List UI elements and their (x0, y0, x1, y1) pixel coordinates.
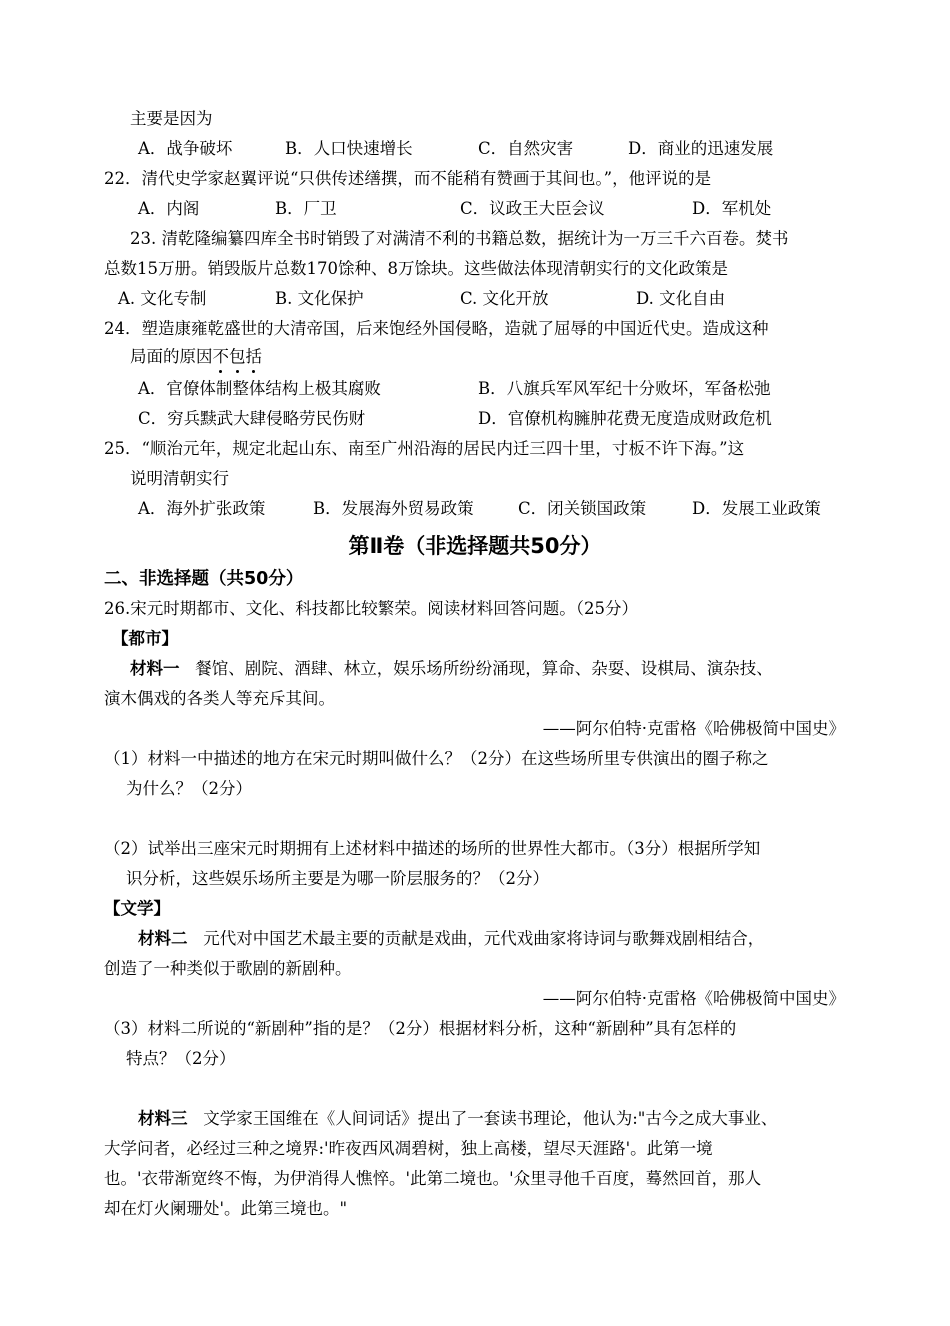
part2-title: 第Ⅱ卷（非选择题共50分） (348, 534, 602, 558)
q23-option-c: C. 文化开放 (460, 289, 549, 308)
material-3-line4: 却在灯火阑珊处'。此第三境也。" (104, 1199, 348, 1218)
material-2-source: ——阿尔伯特·克雷格《哈佛极简中国史》 (542, 989, 845, 1008)
material-3-text: 文学家王国维在《人间词话》提出了一套读书理论，他认为:"古今之成大事业、 (203, 1109, 778, 1128)
q24-stem-line2-text: 局面的原因 (130, 347, 213, 366)
q22-option-d: D．军机处 (692, 199, 772, 218)
material-2-label: 材料二 (138, 929, 188, 948)
q25-option-b: B．发展海外贸易政策 (313, 499, 474, 518)
q25-option-a: A．海外扩张政策 (138, 499, 266, 518)
material-3-label: 材料三 (138, 1109, 188, 1128)
q23-stem-line2: 总数15万册。销毁版片总数170馀种、8万馀块。这些做法体现清朝实行的文化政策是 (104, 259, 728, 278)
block-label-literature: 【文学】 (104, 899, 170, 918)
material-1-source: ——阿尔伯特·克雷格《哈佛极简中国史》 (542, 719, 845, 738)
q21-option-b: B．人口快速增长 (285, 139, 413, 158)
material-3-line1 (138, 1108, 777, 1130)
q22-option-a: A．内阁 (138, 199, 200, 218)
q23-stem-line1: 23. 清乾隆编纂四库全书时销毁了对满清不利的书籍总数，据统计为一万三千六百卷。焚书 (130, 229, 789, 248)
q24-option-d: D．官僚机构臃肿花费无度造成财政危机 (478, 409, 772, 428)
subquestion-3-line2: 特点？（2分） (126, 1049, 236, 1068)
subquestion-2-line2: 识分析，这些娱乐场所主要是为哪一阶层服务的？（2分） (126, 869, 549, 888)
emphasis-char: 不 (212, 347, 229, 366)
q23-option-b: B. 文化保护 (275, 289, 364, 308)
q21-option-a: A．战争破坏 (138, 139, 233, 158)
emphasis-char: 括 (245, 347, 262, 366)
material-1-text: 餐馆、剧院、酒肆、林立，娱乐场所纷纷涌现，算命、杂耍、设棋局、演杂技、 (195, 659, 773, 678)
block-label-city: 【都市】 (112, 629, 178, 648)
material-2-line1 (138, 928, 764, 950)
section2-heading: 二、非选择题（共50分） (104, 569, 304, 589)
q25-option-c: C．闭关锁国政策 (518, 499, 647, 518)
q22-option-b: B．厂卫 (275, 199, 337, 218)
q21-stem-continuation: 主要是因为 (130, 109, 213, 128)
q24-option-b: B．八旗兵军风军纪十分败坏，军备松弛 (478, 379, 771, 398)
q22-option-c: C．议政王大臣会议 (460, 199, 605, 218)
q21-option-d: D．商业的迅速发展 (628, 139, 774, 158)
material-1-line2: 演木偶戏的各类人等充斥其间。 (104, 689, 335, 708)
subquestion-2-line1: （2）试举出三座宋元时期拥有上述材料中描述的场所的世界性大都市。（3分）根据所学知 (104, 839, 761, 858)
subquestion-1-line1: （1）材料一中描述的地方在宋元时期叫做什么？（2分）在这些场所里专供演出的圈子称之 (104, 749, 769, 768)
emphasis-char: 包 (229, 347, 246, 366)
q25-option-d: D．发展工业政策 (692, 499, 821, 518)
q24-stem-line1: 24．塑造康雍乾盛世的大清帝国，后来饱经外国侵略，造就了屈辱的中国近代史。造成这种 (104, 319, 769, 338)
material-2-text: 元代对中国艺术最主要的贡献是戏曲，元代戏曲家将诗词与歌舞戏剧相结合， (203, 929, 765, 948)
material-3-line3: 也。'衣带渐宽终不悔，为伊消得人憔悴。'此第二境也。'众里寻他千百度，蓦然回首，那人 (104, 1169, 762, 1188)
q23-option-d: D. 文化自由 (636, 289, 726, 308)
q24-option-a: A．官僚体制整体结构上极其腐败 (138, 379, 381, 398)
material-1-line1 (130, 658, 773, 680)
q25-stem-line1: 25．“顺治元年，规定北起山东、南至广州沿海的居民内迁三四十里，寸板不许下海。”这 (104, 439, 745, 458)
subquestion-3-line1: （3）材料二所说的“新剧种”指的是？（2分）根据材料分析，这种“新剧种”具有怎样的 (104, 1019, 737, 1038)
material-3-line2: 大学问者，必经过三种之境界:'昨夜西风凋碧树，独上高楼，望尽天涯路'。此第一境 (104, 1139, 713, 1158)
q25-stem-line2: 说明清朝实行 (130, 469, 229, 488)
subquestion-1-line2: 为什么？（2分） (126, 779, 252, 798)
q21-option-c: C．自然灾害 (478, 139, 574, 158)
material-2-line2: 创造了一种类似于歌剧的新剧种。 (104, 959, 352, 978)
q22-stem: 22．清代史学家赵翼评说“只供传述缮撰，而不能稍有赞画于其间也。”，他评说的是 (104, 169, 712, 188)
q23-option-a: A. 文化专制 (118, 289, 207, 308)
q24-stem-line2 (130, 346, 262, 368)
q26-stem: 26.宋元时期都市、文化、科技都比较繁荣。阅读材料回答问题。（25分） (104, 599, 638, 618)
q24-option-c: C．穷兵黩武大肆侵略劳民伤财 (138, 409, 366, 428)
material-1-label: 材料一 (130, 659, 180, 678)
